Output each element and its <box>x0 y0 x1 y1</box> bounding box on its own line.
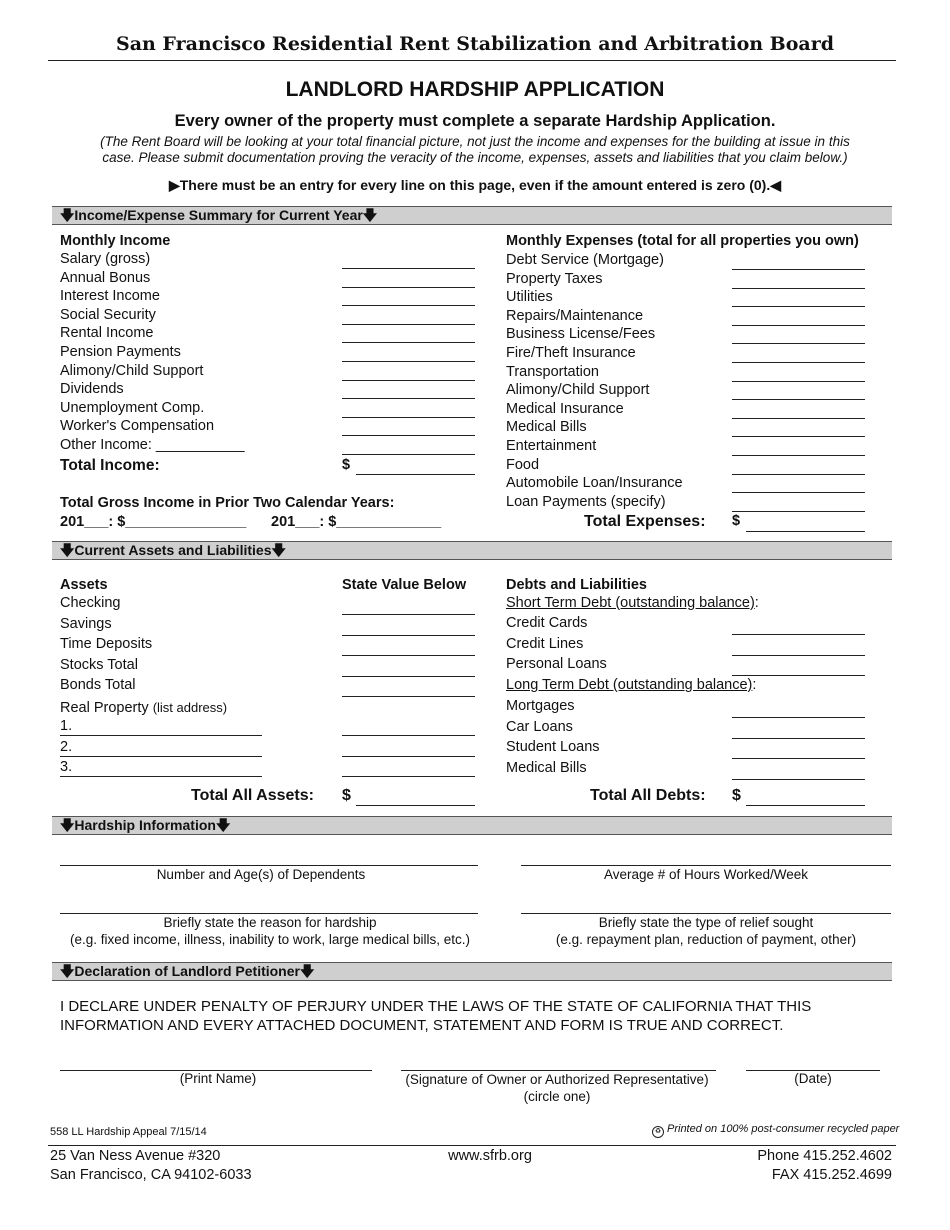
short-term-debt-item-field[interactable] <box>732 655 865 656</box>
expense-item-label: Debt Service (Mortgage) <box>506 252 664 268</box>
income-item-field[interactable] <box>342 268 475 269</box>
signature-caption <box>396 1071 718 1105</box>
total-assets-label: Total All Assets: <box>191 787 314 804</box>
hours-worked-caption: Average # of Hours Worked/Week <box>603 867 809 882</box>
expense-item-label: Transportation <box>506 363 599 380</box>
hardship-reason-caption <box>55 915 485 948</box>
asset-item-field[interactable] <box>342 635 475 636</box>
declaration-line: INFORMATION AND EVERY ATTACHED DOCUMENT, STATEMENT AND FORM IS TRUE AND CORRECT. <box>60 1017 784 1034</box>
expense-item-field[interactable] <box>732 474 865 475</box>
expense-item-field[interactable] <box>732 288 865 289</box>
income-item-label: Social Security <box>60 306 156 323</box>
relief-sought-example: (e.g. repayment plan, reduction of payment, other) <box>555 931 857 947</box>
expense-item-label: Fire/Theft Insurance <box>506 345 636 361</box>
asset-item-field[interactable] <box>342 655 475 656</box>
property-line-number: 3. <box>60 759 73 776</box>
colon: : <box>752 677 757 693</box>
expense-item-field[interactable] <box>732 269 865 270</box>
income-item-label: Dividends <box>60 381 124 398</box>
expense-item-label: Utilities <box>506 289 553 306</box>
income-item-field[interactable] <box>342 417 475 418</box>
long-term-debt-item-field[interactable] <box>732 779 865 780</box>
income-item-label: Pension Payments <box>60 344 181 360</box>
asset-item-field[interactable] <box>342 614 475 615</box>
expense-item-label: Alimony/Child Support <box>506 382 650 399</box>
property-address-field[interactable] <box>60 756 262 757</box>
expense-item-field[interactable] <box>732 436 865 437</box>
total-debts-label: Total All Debts: <box>590 787 706 804</box>
declaration-text <box>60 997 811 1035</box>
income-item-label: Worker's Compensation <box>60 418 215 435</box>
hardship-reason-example: (e.g. fixed income, illness, inability to work, large medical bills, etc.) <box>70 931 470 947</box>
instruction-note <box>60 134 890 166</box>
short-term-debt-item-label: Personal Loans <box>506 656 607 673</box>
long-term-debt-item-label: Mortgages <box>506 698 575 714</box>
total-expenses-label: Total Expenses: <box>584 513 706 530</box>
income-item-label: Unemployment Comp. <box>60 399 205 416</box>
phone-number: Phone 415.252.4602 <box>757 1148 892 1164</box>
long-term-debt-item-field[interactable] <box>732 758 865 759</box>
short-term-debt-text: Short Term Debt (outstanding balance) <box>506 595 755 611</box>
section-bar-declaration <box>52 962 892 981</box>
section-title: 🡇Declaration of Landlord Petitioner🡇 <box>60 963 315 979</box>
address-line: 25 Van Ness Avenue #320 <box>50 1148 221 1164</box>
address-line: San Francisco, CA 94102-6033 <box>50 1167 252 1183</box>
page-title: LANDLORD HARDSHIP APPLICATION <box>285 78 665 101</box>
expense-item-field[interactable] <box>732 325 865 326</box>
section-title: 🡇Hardship Information🡇 <box>60 817 231 833</box>
relief-sought-caption <box>521 915 891 948</box>
expense-item-field[interactable] <box>732 399 865 400</box>
section-bar-assets-liabilities <box>52 541 892 560</box>
expense-item-label: Property Taxes <box>506 270 603 287</box>
prior-income-label: Total Gross Income in Prior Two Calendar Years: <box>60 495 395 511</box>
long-term-debt-item-field[interactable] <box>732 738 865 739</box>
expense-item-field[interactable] <box>732 511 865 512</box>
agency-name: San Francisco Residential Rent Stabilization and Arbitration Board <box>115 33 835 55</box>
circle-one-text: (circle one) <box>523 1089 591 1104</box>
footer-divider <box>48 1145 896 1146</box>
expense-item-field[interactable] <box>732 492 865 493</box>
income-item-field[interactable] <box>342 454 475 455</box>
expense-item-label: Medical Insurance <box>506 400 624 417</box>
total-income-label: Total Income: <box>60 457 160 474</box>
hours-worked-field[interactable] <box>521 865 891 866</box>
expense-item-label: Repairs/Maintenance <box>506 307 644 324</box>
long-term-debt-item-label: Car Loans <box>506 718 573 735</box>
real-property-label <box>60 700 227 716</box>
expense-item-field[interactable] <box>732 362 865 363</box>
colon: : <box>754 595 759 611</box>
expense-item-label: Business License/Fees <box>506 326 656 343</box>
total-expenses-field[interactable] <box>746 531 865 532</box>
income-item-field[interactable] <box>342 380 475 381</box>
long-term-debt-item-field[interactable] <box>732 717 865 718</box>
asset-item-label: Checking <box>60 595 121 611</box>
recycled-note <box>652 1123 899 1138</box>
long-term-debt-text: Long Term Debt (outstanding balance) <box>506 677 753 693</box>
expense-item-label: Medical Bills <box>506 419 587 436</box>
recycle-icon: ♻ <box>652 1126 664 1138</box>
property-value-field[interactable] <box>342 735 475 736</box>
long-term-debt-item-label: Medical Bills <box>506 759 587 776</box>
short-term-debt-label <box>506 595 759 611</box>
section-bar-hardship <box>52 816 892 835</box>
fax-number: FAX 415.252.4699 <box>771 1167 892 1183</box>
real-property-text: Real Property <box>60 700 149 716</box>
short-term-debt-item-label: Credit Lines <box>506 635 584 652</box>
expense-item-field[interactable] <box>732 381 865 382</box>
property-address-field[interactable] <box>60 776 262 777</box>
page-subtitle: Every owner of the property must complete a separate Hardship Application. <box>174 112 776 130</box>
expense-item-label: Food <box>506 456 540 473</box>
total-debts-field[interactable] <box>746 805 865 806</box>
recycled-text: Printed on 100% post-consumer recycled paper <box>667 1123 900 1135</box>
property-address-field[interactable] <box>60 735 262 736</box>
asset-item-label: Bonds Total <box>60 677 136 694</box>
income-item-label: Rental Income <box>60 325 154 342</box>
section-title: 🡇Income/Expense Summary for Current Year🡇 <box>60 207 378 223</box>
address-block <box>50 1147 252 1185</box>
total-expenses-dollar: $ <box>732 513 741 529</box>
property-value-field[interactable] <box>342 756 475 757</box>
total-assets-field[interactable] <box>356 805 475 806</box>
instruction-note-line: (The Rent Board will be looking at your total financial picture, not just the income and expenses for the building at issue in this <box>100 134 850 149</box>
section-title: 🡇Current Assets and Liabilities🡇 <box>60 542 286 558</box>
income-item-field[interactable] <box>342 342 475 343</box>
income-item-label: Annual Bonus <box>60 269 151 286</box>
expense-item-label: Automobile Loan/Insurance <box>506 475 683 492</box>
total-assets-dollar: $ <box>342 787 351 804</box>
short-term-debt-item-field[interactable] <box>732 634 865 635</box>
asset-item-label: Savings <box>60 615 112 632</box>
entry-rule-note: ▶There must be an entry for every line on this page, even if the amount entered is zero (0).◀ <box>168 177 781 193</box>
expenses-heading: Monthly Expenses (total for all properties you own) <box>506 233 859 249</box>
hardship-reason-text: Briefly state the reason for hardship <box>163 915 377 930</box>
property-line-number: 2. <box>60 738 73 755</box>
expense-item-field[interactable] <box>732 418 865 419</box>
prior-year-1-field[interactable]: 201___: $_______________ <box>60 514 247 530</box>
expense-item-label: Loan Payments (specify) <box>506 493 666 510</box>
print-name-caption: (Print Name) <box>179 1071 257 1086</box>
contact-block <box>757 1147 892 1185</box>
signature-text: (Signature of Owner or Authorized Representative) <box>405 1072 709 1087</box>
date-caption: (Date) <box>794 1071 832 1086</box>
income-item-label: Salary (gross) <box>60 251 151 267</box>
income-item-field[interactable] <box>342 287 475 288</box>
instruction-note-line: case. Please submit documentation proving the veracity of the income, expenses, assets and liabilities that you claim below.) <box>102 150 848 165</box>
total-debts-dollar: $ <box>732 787 741 804</box>
hardship-reason-field[interactable] <box>60 913 478 914</box>
dependents-field[interactable] <box>60 865 478 866</box>
asset-item-field[interactable] <box>342 676 475 677</box>
property-value-field[interactable] <box>342 776 475 777</box>
income-heading: Monthly Income <box>60 233 171 249</box>
total-income-dollar: $ <box>342 457 351 473</box>
state-value-heading: State Value Below <box>342 577 467 593</box>
income-item-field[interactable] <box>342 361 475 362</box>
declaration-line: I DECLARE UNDER PENALTY OF PERJURY UNDER THE LAWS OF THE STATE OF CALIFORNIA THAT THIS <box>60 998 812 1015</box>
long-term-debt-label <box>506 677 756 693</box>
relief-sought-text: Briefly state the type of relief sought <box>598 915 814 930</box>
income-item-label: Alimony/Child Support <box>60 362 204 379</box>
total-income-field[interactable] <box>356 474 475 475</box>
debts-heading: Debts and Liabilities <box>506 577 647 593</box>
income-item-label: Interest Income <box>60 288 160 305</box>
long-term-debt-item-label: Student Loans <box>506 739 600 756</box>
header-divider <box>48 60 896 61</box>
dependents-caption: Number and Age(s) of Dependents <box>156 867 366 882</box>
asset-item-label: Time Deposits <box>60 636 153 653</box>
section-bar-income-expense <box>52 206 892 225</box>
income-item-field[interactable] <box>342 398 475 399</box>
income-item-label: Other Income: ___________ <box>60 437 245 453</box>
asset-item-field[interactable] <box>342 696 475 697</box>
relief-sought-field[interactable] <box>521 913 891 914</box>
asset-item-label: Stocks Total <box>60 656 138 673</box>
property-line-number: 1. <box>60 718 73 734</box>
income-item-field[interactable] <box>342 324 475 325</box>
form-id: 558 LL Hardship Appeal 7/15/14 <box>50 1126 207 1138</box>
prior-year-2-field[interactable]: 201___: $_____________ <box>271 514 442 530</box>
expense-item-label: Entertainment <box>506 438 597 454</box>
real-property-note: (list address) <box>152 700 228 715</box>
short-term-debt-item-label: Credit Cards <box>506 615 588 631</box>
website-link[interactable]: www.sfrb.org <box>448 1148 532 1164</box>
expense-item-field[interactable] <box>732 306 865 307</box>
income-item-field[interactable] <box>342 305 475 306</box>
income-item-field[interactable] <box>342 435 475 436</box>
assets-heading: Assets <box>60 577 108 593</box>
expense-item-field[interactable] <box>732 455 865 456</box>
expense-item-field[interactable] <box>732 343 865 344</box>
